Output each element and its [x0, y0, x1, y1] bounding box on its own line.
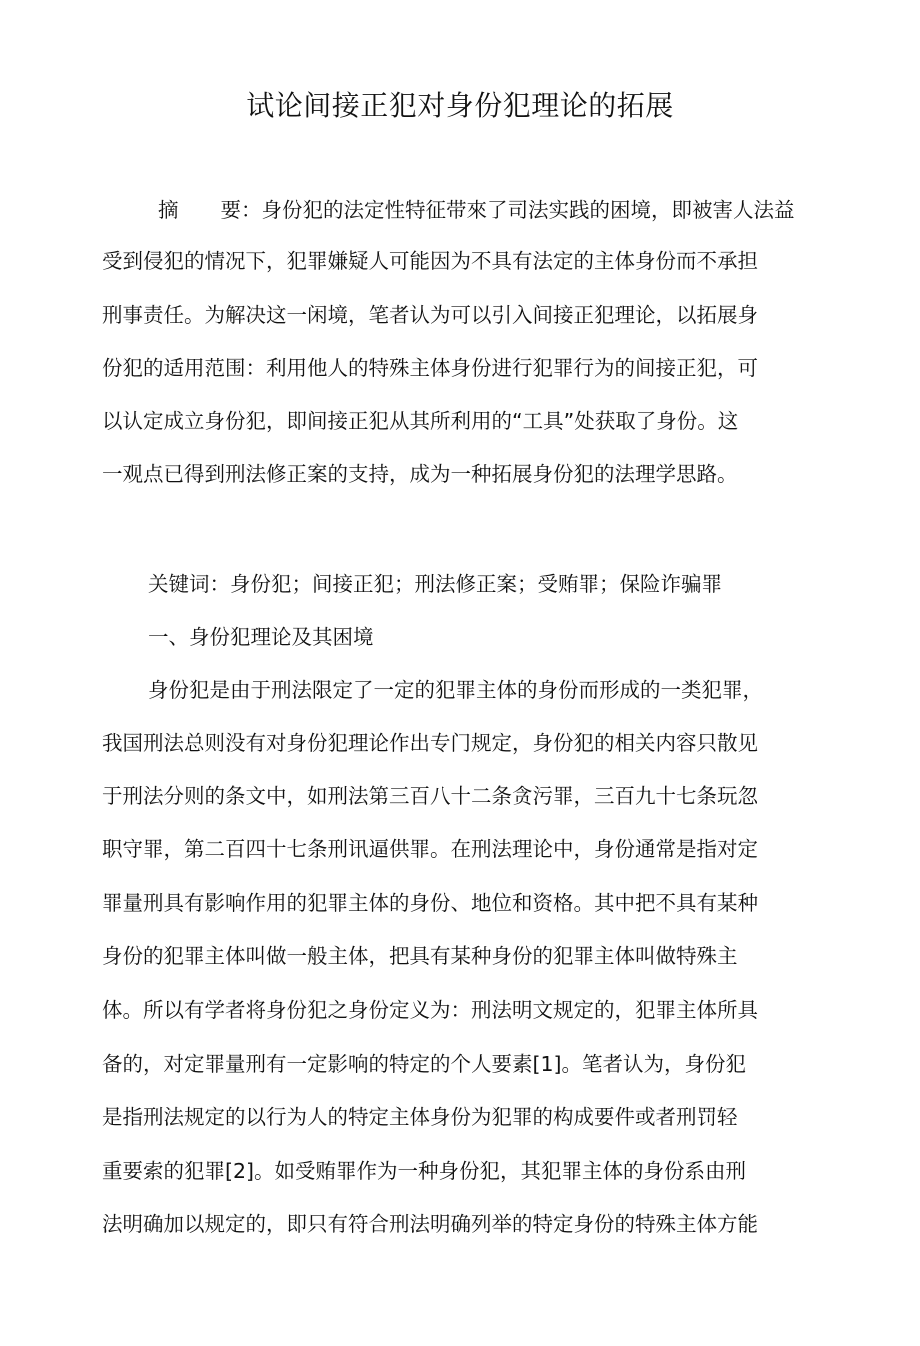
body-line: 重要索的犯罪[2]。如受贿罪作为一种身份犯，其犯罪主体的身份系由刑 [102, 1159, 747, 1183]
body-line: 体。所以有学者将身份犯之身份定义为：刑法明文规定的，犯罪主体所具 [102, 998, 758, 1022]
abstract-line: 份犯的适用范围：利用他人的特殊主体身份进行犯罪行为的间接正犯，可 [102, 356, 758, 380]
body-line: 我国刑法总则没有对身份犯理论作出专门规定，身份犯的相关内容只散见 [102, 731, 758, 755]
body-line: 于刑法分则的条文中，如刑法第三百八十二条贪污罪，三百九十七条玩忽 [102, 784, 758, 808]
abstract-label-2: 要： [220, 198, 262, 222]
body-line: 法明确加以规定的，即只有符合刑法明确列举的特定身份的特殊主体方能 [102, 1212, 758, 1236]
keywords-line: 关键词：身份犯；间接正犯；刑法修正案；受贿罪；保险诈骗罪 [148, 572, 722, 596]
section-heading: 一、身份犯理论及其困境 [148, 625, 374, 649]
body-line: 是指刑法规定的以行为人的特定主体身份为犯罪的构成要件或者刑罚轻 [102, 1105, 738, 1129]
body-line: 罪量刑具有影响作用的犯罪主体的身份、地位和资格。其中把不具有某种 [102, 891, 758, 915]
abstract-first-line [158, 195, 795, 225]
abstract-line: 身份犯的法定性特征带來了司法实践的困境，即被害人法益 [261, 198, 795, 222]
body-line: 职守罪，第二百四十七条刑讯逼供罪。在刑法理论中，身份通常是指对定 [102, 837, 758, 861]
abstract-line: 受到侵犯的情况下，犯罪嫌疑人可能因为不具有法定的主体身份而不承担 [102, 249, 758, 273]
abstract-line: 刑事责任。为解决这一闲境，笔者认为可以引入间接正犯理论，以拓展身 [102, 303, 758, 327]
abstract-line: 以认定成立身份犯，即间接正犯从其所利用的“工具”处获取了身份。这 [102, 409, 739, 433]
abstract-label-1: 摘 [158, 198, 179, 222]
document-title: 试论间接正犯对身份犯理论的拓展 [246, 89, 674, 122]
body-line: 备的，对定罪量刑有一定影响的特定的个人要素[1]。笔者认为，身份犯 [102, 1052, 747, 1076]
body-line: 身份的犯罪主体叫做一般主体，把具有某种身份的犯罪主体叫做特殊主 [102, 944, 738, 968]
abstract-line: 一观点已得到刑法修正案的支持，成为一种拓展身份犯的法理学思路。 [102, 462, 738, 486]
body-line: 身份犯是由于刑法限定了一定的犯罪主体的身份而形成的一类犯罪， [148, 678, 763, 702]
